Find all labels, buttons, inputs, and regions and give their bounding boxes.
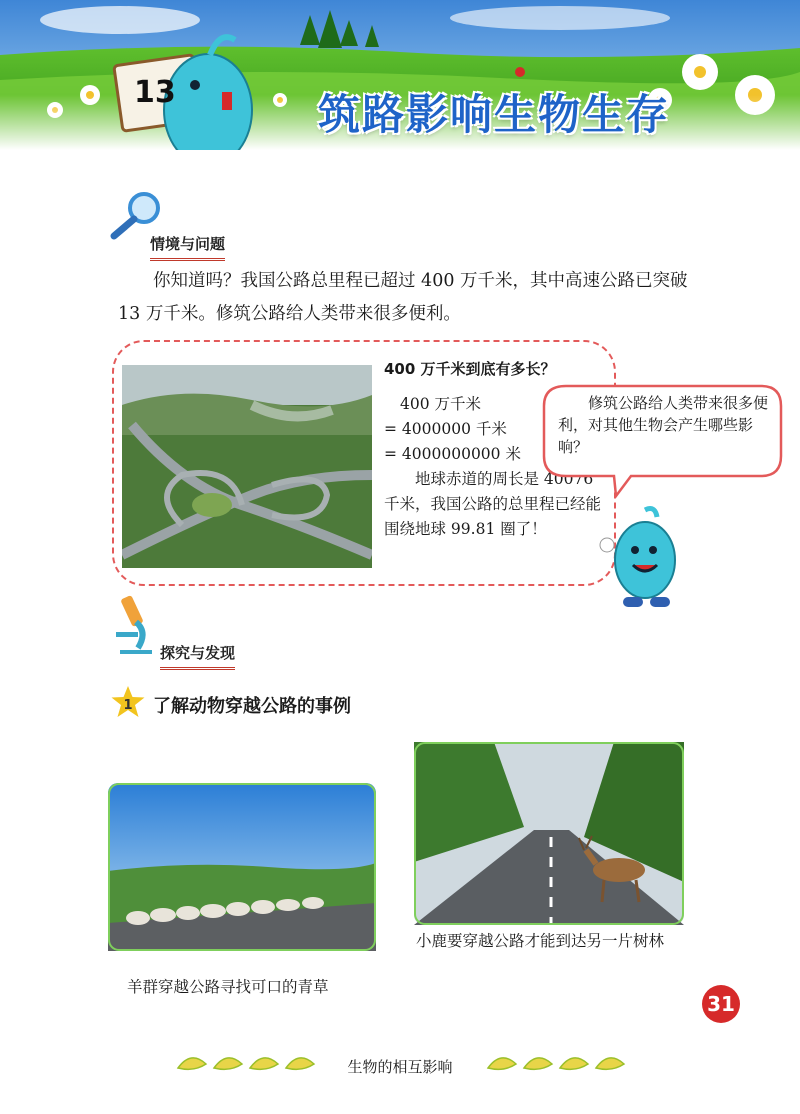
- activity-number: 1: [123, 698, 133, 713]
- leaf-decoration-right-icon: [486, 1050, 626, 1072]
- deer-crossing-photo: [414, 742, 684, 925]
- speech-bubble-text: 修筑公路给人类带来很多便利，对其他生物会产生哪些影响？: [558, 394, 769, 456]
- calc-line-2: = 4000000 千米: [384, 420, 507, 438]
- activity-title: 了解动物穿越公路的事例: [153, 696, 351, 717]
- calc-line-3: = 4000000000 米: [384, 445, 521, 463]
- page-number: 31: [702, 985, 740, 1023]
- calc-line-1: 400 万千米: [400, 395, 482, 413]
- footer-book-title: 生物的相互影响: [347, 1058, 453, 1076]
- section-label-situation: 情境与问题: [150, 233, 225, 261]
- lesson-number: 13: [134, 75, 176, 110]
- deer-caption: 小鹿要穿越公路才能到达另一片树林: [416, 932, 665, 950]
- ladybug-icon: [515, 67, 525, 77]
- activity-number-star: [110, 685, 146, 719]
- highway-interchange-photo: [122, 365, 372, 568]
- section-label-explore: 探究与发现: [160, 642, 235, 670]
- calc-question: 400 万千米到底有多长？: [384, 360, 556, 378]
- mascot-thumbs-up: [595, 505, 685, 615]
- sheep-crossing-photo: [108, 783, 376, 951]
- calc-paragraph: 地球赤道的周长是 40076 千米，我国公路的总里程已经能围绕地球 99.81 圈了！: [384, 470, 602, 538]
- lesson-title: 筑路影响生物生存: [318, 90, 671, 139]
- microscope-icon: [108, 592, 160, 656]
- sheep-caption: 羊群穿越公路寻找可口的青草: [127, 978, 329, 996]
- intro-paragraph: 你知道吗？我国公路总里程已超过 400 万千米，其中高速公路已突破 13 万千米。修筑公路给人类带来很多便利。: [118, 271, 688, 324]
